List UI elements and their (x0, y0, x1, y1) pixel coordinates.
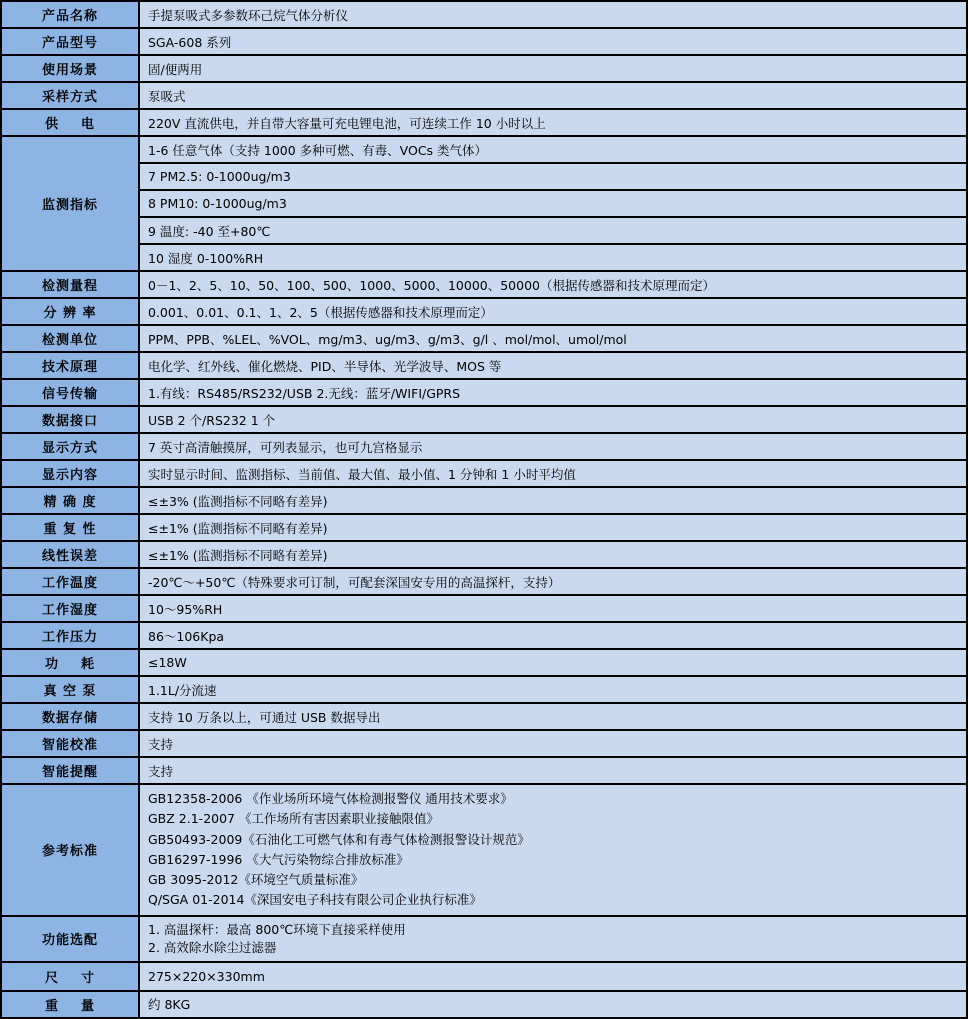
spec-label: 采样方式 (2, 83, 140, 110)
row-accuracy (2, 488, 968, 515)
spec-value: SGA-608 系列 (140, 29, 968, 56)
spec-value: 1.有线：RS485/RS232/USB 2.无线：蓝牙/WIFI/GPRS (140, 380, 968, 407)
spec-value: 10 湿度 0-100%RH (140, 245, 968, 272)
standard-item: GB 3095-2012《环境空气质量标准》 (148, 872, 364, 888)
spec-value: 支持 (140, 731, 968, 758)
spec-label: 工作湿度 (2, 596, 140, 623)
spec-label: 重 复 性 (2, 515, 140, 542)
row-data-interface (2, 407, 968, 434)
spec-label-standards: 参考标准 (2, 785, 140, 917)
spec-label: 智能校准 (2, 731, 140, 758)
spec-value: 支持 (140, 758, 968, 785)
row-model (2, 29, 968, 56)
row-monitoring-2 (2, 164, 968, 191)
spec-value-standards (140, 785, 968, 917)
standard-item: GB50493-2009《石油化工可燃气体和有毒气体检测报警设计规范》 (148, 831, 530, 847)
row-signal-transmission (2, 380, 968, 407)
spec-label: 数据接口 (2, 407, 140, 434)
option-item: 2. 高效除水除尘过滤器 (148, 939, 277, 955)
spec-label: 工作压力 (2, 623, 140, 650)
row-monitoring-3 (2, 191, 968, 218)
row-power-consumption (2, 650, 968, 677)
row-linearity-error (2, 542, 968, 569)
row-dimensions (2, 963, 968, 992)
standard-item: GBZ 2.1-2007 《工作场所有害因素职业接触限值》 (148, 811, 439, 827)
spec-label: 检测量程 (2, 272, 140, 299)
spec-label: 产品名称 (2, 2, 140, 29)
row-product-name (2, 2, 968, 29)
spec-label: 功 耗 (2, 650, 140, 677)
row-usage-scene (2, 56, 968, 83)
option-item: 1. 高温探杆：最高 800℃环境下直接采样使用 (148, 921, 406, 937)
spec-label: 智能提醒 (2, 758, 140, 785)
row-working-humidity (2, 596, 968, 623)
spec-label: 真 空 泵 (2, 677, 140, 704)
spec-value: ≤18W (140, 650, 968, 677)
spec-value: PPM、PPB、%LEL、%VOL、mg/m3、ug/m3、g/m3、g/l 、mol/mol、umol/mol (140, 326, 968, 353)
spec-label: 供 电 (2, 110, 140, 137)
spec-value: 实时显示时间、监测指标、当前值、最大值、最小值、1 分钟和 1 小时平均值 (140, 461, 968, 488)
spec-value: 电化学、红外线、催化燃烧、PID、半导体、光学波导、MOS 等 (140, 353, 968, 380)
spec-value: 0.001、0.01、0.1、1、2、5（根据传感器和技术原理而定） (140, 299, 968, 326)
spec-label-options: 功能选配 (2, 917, 140, 963)
row-power-supply (2, 110, 968, 137)
spec-label: 使用场景 (2, 56, 140, 83)
row-data-storage (2, 704, 968, 731)
spec-value: ≤±3% (监测指标不同略有差异) (140, 488, 968, 515)
spec-value: 7 英寸高清触摸屏，可列表显示，也可九宫格显示 (140, 434, 968, 461)
standard-item: GB12358-2006 《作业场所环境气体检测报警仪 通用技术要求》 (148, 791, 513, 806)
spec-label-monitoring: 监测指标 (2, 137, 140, 272)
spec-label: 信号传输 (2, 380, 140, 407)
spec-value: 0－1、2、5、10、50、100、500、1000、5000、10000、50000（根据传感器和技术原理而定） (140, 272, 968, 299)
row-monitoring-5 (2, 245, 968, 272)
spec-value: 7 PM2.5: 0-1000ug/m3 (140, 164, 968, 191)
spec-value: 275×220×330mm (140, 963, 968, 992)
standard-item: GB16297-1996 《大气污染物综合排放标准》 (148, 851, 409, 867)
spec-label: 产品型号 (2, 29, 140, 56)
row-technology (2, 353, 968, 380)
spec-value-options (140, 917, 968, 963)
row-display-content (2, 461, 968, 488)
spec-value: 86～106Kpa (140, 623, 968, 650)
row-working-pressure (2, 623, 968, 650)
row-working-temperature (2, 569, 968, 596)
spec-value: 220V 直流供电，并自带大容量可充电锂电池，可连续工作 10 小时以上 (140, 110, 968, 137)
row-monitoring-4 (2, 218, 968, 245)
row-monitoring-1 (2, 137, 968, 164)
spec-label: 显示方式 (2, 434, 140, 461)
spec-value: -20℃～+50℃（特殊要求可订制，可配套深国安专用的高温探杆，支持） (140, 569, 968, 596)
spec-value: 泵吸式 (140, 83, 968, 110)
row-reference-standards (2, 785, 968, 917)
row-optional-features (2, 917, 968, 963)
spec-label: 重 量 (2, 992, 140, 1019)
spec-label: 技术原理 (2, 353, 140, 380)
row-sampling-method (2, 83, 968, 110)
spec-label: 分 辨 率 (2, 299, 140, 326)
spec-label: 数据存储 (2, 704, 140, 731)
row-repeatability (2, 515, 968, 542)
spec-label: 线性误差 (2, 542, 140, 569)
spec-value: 10～95%RH (140, 596, 968, 623)
spec-value: 约 8KG (140, 992, 968, 1019)
spec-value: 9 温度: -40 至+80℃ (140, 218, 968, 245)
spec-value: 固/便两用 (140, 56, 968, 83)
row-resolution (2, 299, 968, 326)
spec-value: 1.1L/分流速 (140, 677, 968, 704)
row-smart-calibration (2, 731, 968, 758)
spec-value: 1-6 任意气体（支持 1000 多种可燃、有毒、VOCs 类气体） (140, 137, 968, 164)
spec-value: 支持 10 万条以上，可通过 USB 数据导出 (140, 704, 968, 731)
spec-label: 检测单位 (2, 326, 140, 353)
row-smart-reminder (2, 758, 968, 785)
spec-label: 精 确 度 (2, 488, 140, 515)
standard-item: Q/SGA 01-2014《深国安电子科技有限公司企业执行标准》 (148, 892, 482, 908)
spec-value: 8 PM10: 0-1000ug/m3 (140, 191, 968, 218)
row-detection-unit (2, 326, 968, 353)
row-weight (2, 992, 968, 1019)
spec-value: 手提泵吸式多参数环己烷气体分析仪 (140, 2, 968, 29)
spec-value: USB 2 个/RS232 1 个 (140, 407, 968, 434)
spec-value: ≤±1% (监测指标不同略有差异) (140, 515, 968, 542)
spec-label: 工作温度 (2, 569, 140, 596)
spec-label: 显示内容 (2, 461, 140, 488)
spec-value: ≤±1% (监测指标不同略有差异) (140, 542, 968, 569)
spec-label: 尺 寸 (2, 963, 140, 992)
row-vacuum-pump (2, 677, 968, 704)
row-detection-range (2, 272, 968, 299)
row-display-mode (2, 434, 968, 461)
